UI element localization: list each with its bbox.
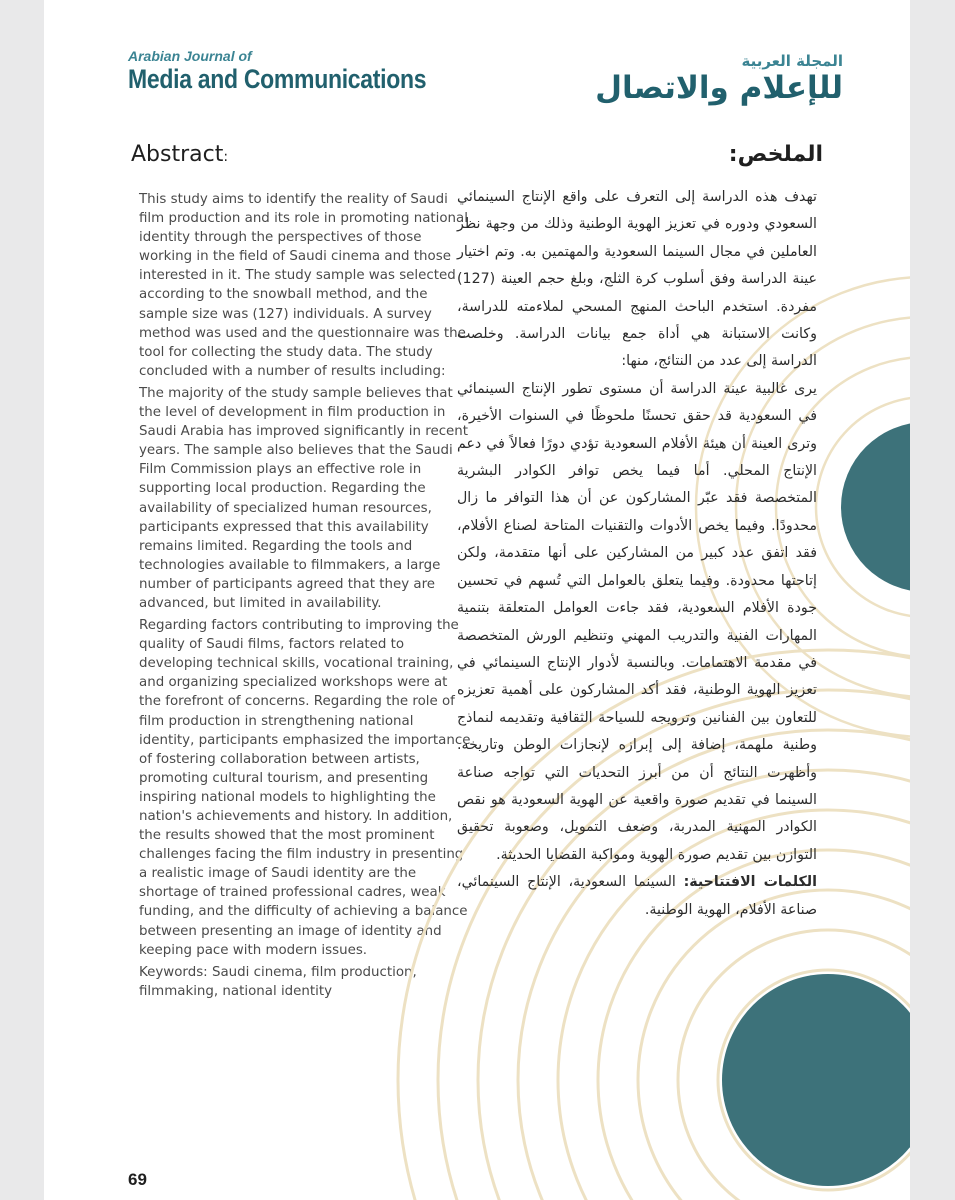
journal-subtitle-ar: المجلة العربية [741, 52, 843, 70]
journal-title-en: Media and Communications [128, 64, 427, 94]
arabic-keywords [457, 869, 817, 924]
journal-title-ar: للإعلام والاتصال [595, 70, 843, 106]
keywords-label: Keywords [139, 964, 204, 980]
journal-page [44, 0, 910, 1200]
page-number: 69 [128, 1170, 147, 1189]
english-paragraph: This study aims to identify the reality of Saudi film production and its role in promoting national identity through the perspectives of those working in the field of Saudi cinema and those interested in it. The study sample was selected according to the snowball method, and the sample size was (127) individuals. A survey method was used and the questionnaire was the tool for collecting the study data. The study concluded with a number of results including: [139, 192, 468, 379]
arabic-keywords-text: السينما السعودية، الإنتاج السينمائي، صناعة الأفلام، الهوية الوطنية. [457, 874, 817, 918]
journal-subtitle-en: Arabian Journal of [128, 48, 252, 64]
arabic-abstract-body [457, 184, 817, 924]
arabic-paragraph: تهدف هذه الدراسة إلى التعرف على واقع الإنتاج السينمائي السعودي ودوره في تعزيز الهوية الوطنية وذلك من وجهة نظر العاملين في مجال السينما السعودية والمهتمين به. وتم اختيار عينة الدراسة وفق أسلوب كرة الثلج، وبلغ حجم العينة (127) مفردة. استخدم الباحث المنهج المسحي لملاءمته للدراسة، وكانت الاستبانة هي أداة جمع بيانات الدراسة. وخلصت الدراسة إلى عدد من النتائج، منها: [457, 189, 817, 370]
teal-circle [841, 422, 910, 592]
arabic-keywords-label: الكلمات الافتتاحية: [683, 874, 817, 891]
keywords-text: : Saudi cinema, film production, filmmaking, national identity [139, 964, 417, 999]
abstract-title: Abstract [131, 142, 224, 167]
english-paragraph: The majority of the study sample believes that the level of development in film production in Saudi Arabia has improved significantly in recent years. The sample also believes that the Saudi Film Commission plays an effective role in supporting local production. Regarding the availability of specialized human resources, participants expressed that this availability remains limited. Regarding the tools and technologies available to filmmakers, a large number of participants agreed that they are advanced, but limited in availability. [139, 385, 469, 611]
arabic-paragraph: يرى غالبية عينة الدراسة أن مستوى تطور الإنتاج السينمائي في السعودية قد حقق تحسنًا ملحوظًا في السنوات الأخيرة، وترى العينة أن هيئة الأفلام السعودية تؤدي دورًا فعالاً في دعم الإنتاج المحلي. أما فيما يخص توافر الكوادر البشرية المتخصصة فقد عبّر المشاركون عن أن هذا التوافر ما زال محدودًا. وفيما يخص الأدوات والتقنيات المتاحة لصناع الأفلام، فقد اتفق عدد كبير من المشاركين على أنها متقدمة، ولكن إتاحتها محدودة. وفيما يتعلق بالعوامل التي تُسهم في تحسين جودة الأفلام السعودية، فقد جاءت العوامل المتعلقة بتنمية المهارات الفنية والتدريب المهني وتنظيم الورش المتخصصة في مقدمة الاهتمامات. وبالنسبة لأدوار الإنتاج السينمائي في تعزيز الهوية الوطنية، فقد أكد المشاركون على أهمية تعزيزه للتعاون بين الفنانين وترويجه للسياحة الثقافية وتقديمه لنماذج وطنية ملهمة، إضافة إلى إبرازه لإنجازات الوطن وتاريخه. وأظهرت النتائج أن من أبرز التحديات التي تواجه صناعة السينما في تقديم صورة واقعية عن الهوية السعودية هو نقص الكوادر المهنية المدربة، وضعف التمويل، وصعوبة تحقيق التوازن بين تقديم صورة الهوية ومواكبة القضايا الحديثة. [457, 380, 817, 863]
teal-circle [722, 974, 910, 1186]
english-paragraph: Regarding factors contributing to improving the quality of Saudi films, factors related to developing technical skills, vocational training, and organizing specialized workshops were at the forefront of concerns. Regarding the role of film production in strengthening national identity, participants emphasized the importance of fostering collaboration between artists, promoting cultural tourism, and presenting inspiring national models to highlighting the nation's achievements and history. In addition, the results showed that the most prominent challenges facing the film industry in presenting a realistic image of Saudi identity are the shortage of trained professional cadres, weak funding, and the difficulty of achieving a balance between presenting an image of identity and keeping pace with modern issues. [139, 618, 471, 958]
abstract-colon: : [223, 149, 229, 165]
arabic-abstract-heading: الملخص: [728, 142, 823, 167]
background-strip [910, 0, 955, 1200]
